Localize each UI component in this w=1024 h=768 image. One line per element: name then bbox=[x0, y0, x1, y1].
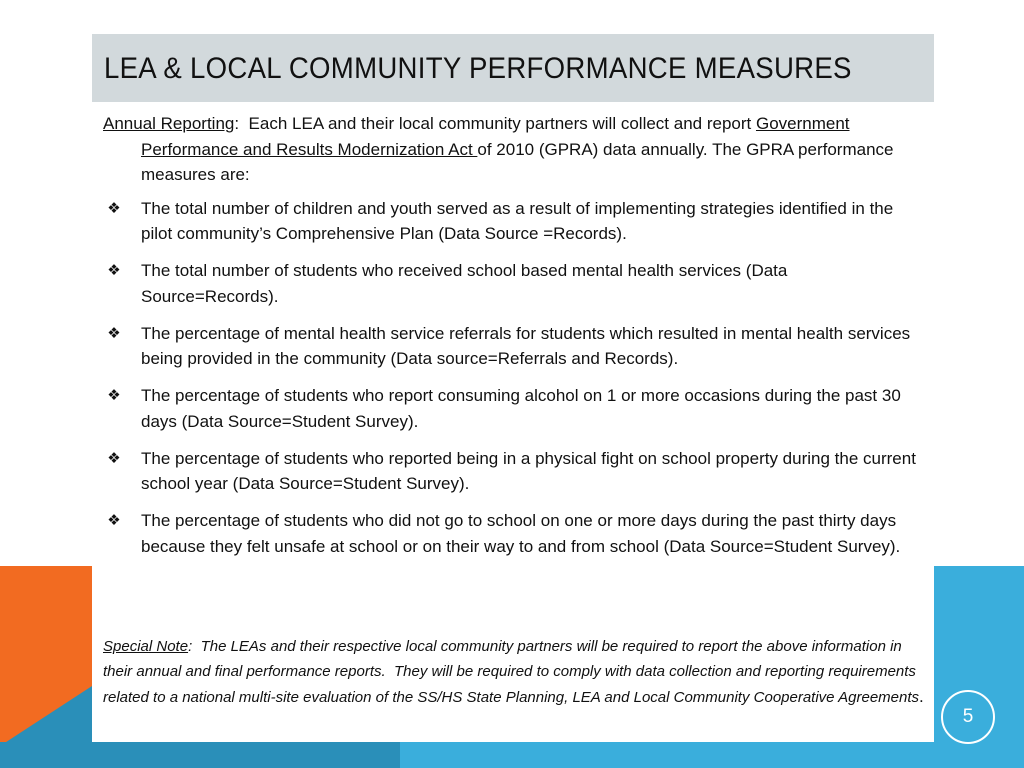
bottom-band-dark bbox=[0, 742, 400, 768]
list-item-text: The percentage of students who did not go to school on one or more days during the past thirty days because they felt unsafe at school or on their way to and from school (Data Source=Student Survey). bbox=[141, 511, 901, 556]
special-note-label: Special Note bbox=[103, 638, 189, 655]
special-note-end: . bbox=[919, 687, 924, 706]
intro-text-end: of 2010 (GPRA) data annually. The GPRA performance measures are: bbox=[141, 139, 894, 184]
list-item bbox=[103, 196, 925, 247]
measures-list bbox=[103, 196, 925, 560]
list-item bbox=[103, 446, 925, 497]
annual-reporting-label: Annual Reporting bbox=[103, 114, 235, 133]
list-item-text: The total number of children and youth served as a result of implementing strategies identified in the pilot community’s Comprehensive Plan (Data Source =Records). bbox=[141, 198, 894, 243]
intro-text: Each LEA and their local community partners will collect and report bbox=[239, 114, 756, 133]
diamond-bullet-icon: ❖ bbox=[107, 262, 121, 279]
diamond-bullet-icon: ❖ bbox=[107, 449, 121, 467]
slide-title: LEA & LOCAL COMMUNITY PERFORMANCE MEASURES bbox=[104, 52, 852, 85]
diamond-bullet-icon: ❖ bbox=[107, 512, 121, 529]
list-item-text: The percentage of students who reported being in a physical fight on school property during the current school year (Data Source=Student Survey). bbox=[141, 448, 916, 493]
intro-colon: : bbox=[234, 114, 240, 133]
slide-number: 5 bbox=[941, 690, 995, 744]
list-item-text: The percentage of students who report consuming alcohol on 1 or more occasions during the past 30 days (Data Source=Student Survey). bbox=[141, 386, 901, 431]
list-item-text: The percentage of mental health service referrals for students which resulted in mental health services being provided in the community (Data source=Referrals and Records). bbox=[141, 323, 911, 368]
list-item bbox=[103, 321, 925, 372]
list-item bbox=[103, 508, 925, 559]
special-note bbox=[103, 634, 925, 710]
diamond-bullet-icon: ❖ bbox=[107, 324, 121, 342]
intro-paragraph bbox=[103, 111, 925, 188]
list-item bbox=[103, 258, 925, 309]
diamond-bullet-icon: ❖ bbox=[107, 387, 121, 404]
gpra-link[interactable]: Government Performance and Results Modernization Act bbox=[141, 114, 850, 159]
special-note-text: : The LEAs and their respective local community partners will be required to report the above information in their annual and final performance reports. They will be required to comply with data collection and reporting requirements related to a national multi-site evaluation of the SS/HS State Planning, LEA and Local Community Cooperative Agreements bbox=[103, 638, 921, 706]
slide-content bbox=[103, 111, 925, 571]
list-item bbox=[103, 383, 925, 434]
diamond-bullet-icon: ❖ bbox=[107, 199, 121, 217]
list-item-text: The total number of students who received school based mental health services (Data Source=Records). bbox=[141, 261, 788, 306]
